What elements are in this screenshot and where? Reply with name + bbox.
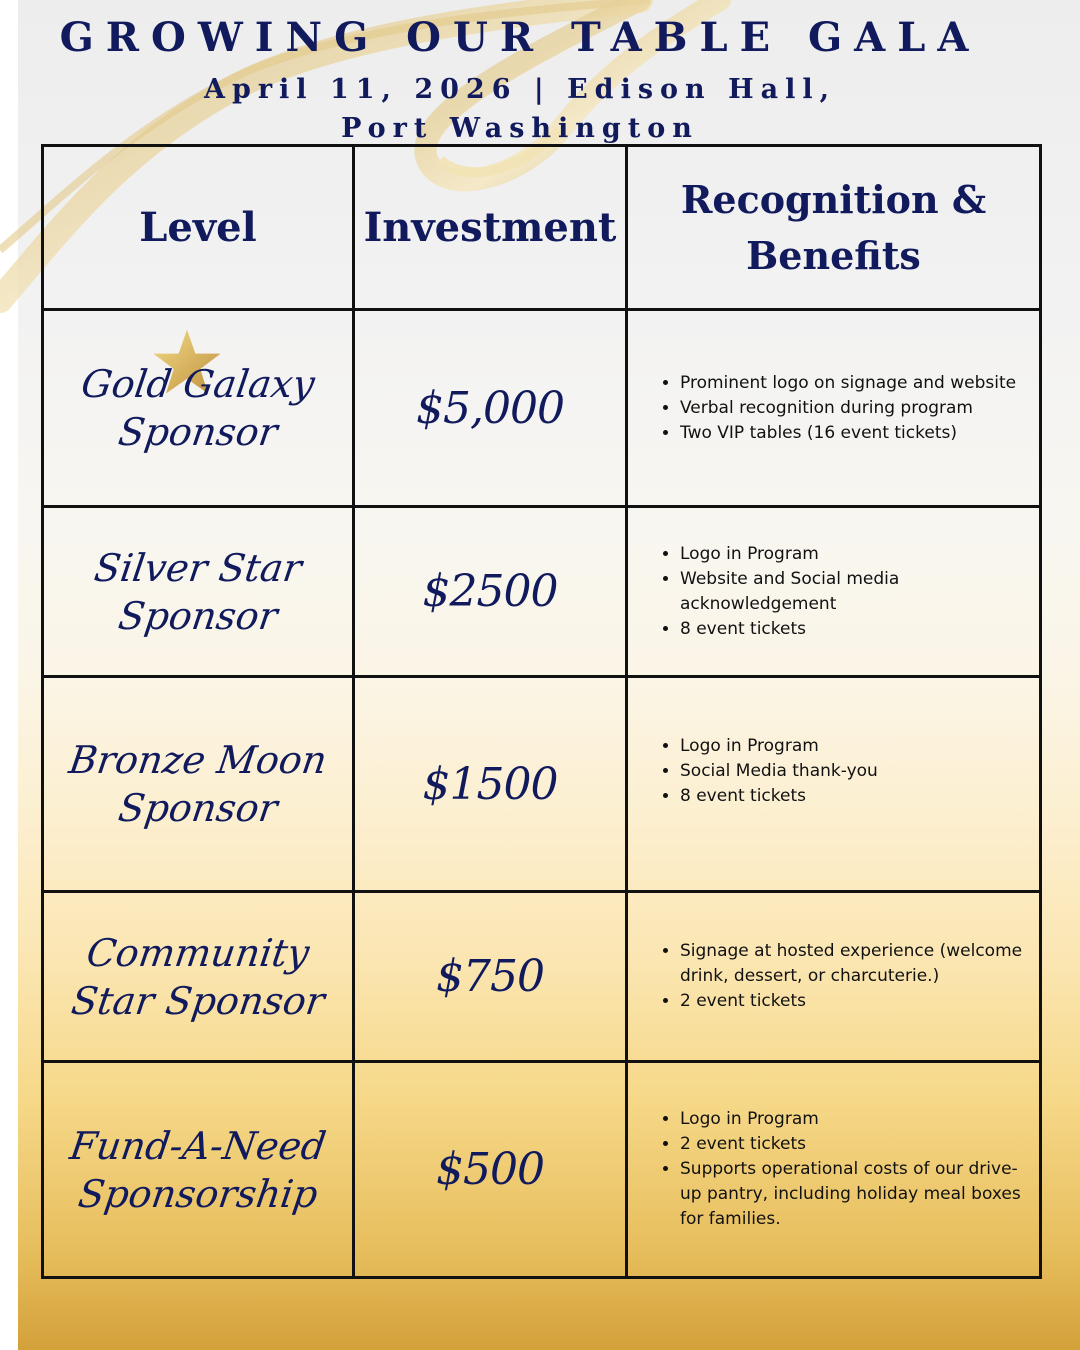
header-benefits-line-2: Benefits xyxy=(746,232,921,278)
level-name-line-2: Sponsor xyxy=(115,593,281,638)
level-name-line-1: Bronze Moon xyxy=(66,738,330,782)
event-title: GROWING OUR TABLE GALA xyxy=(59,14,981,61)
table-row xyxy=(43,1062,1041,1278)
investment-amount: $750 xyxy=(354,892,627,1062)
left-white-strip xyxy=(0,0,18,1350)
level-cell xyxy=(43,310,354,507)
level-name-line-1: Gold Galaxy xyxy=(78,362,318,406)
benefits-list xyxy=(628,939,1039,1014)
table-row xyxy=(43,677,1041,892)
benefit-item: • 2 event tickets xyxy=(680,989,1023,1014)
level-name-line-2: Star Sponsor xyxy=(68,978,328,1023)
level-cell xyxy=(43,892,354,1062)
table-row xyxy=(43,310,1041,507)
benefit-item: • Logo in Program xyxy=(680,734,1023,759)
investment-amount: $2500 xyxy=(354,507,627,677)
investment-amount: $5,000 xyxy=(354,310,627,507)
benefit-item: • Supports operational costs of our drive-up pantry, including holiday meal boxes for families. xyxy=(680,1157,1023,1232)
benefits-cell xyxy=(627,892,1041,1062)
investment-amount: $1500 xyxy=(354,677,627,892)
sponsorship-table xyxy=(41,144,1042,1279)
benefit-item: • Signage at hosted experience (welcome drink, dessert, or charcuterie.) xyxy=(680,939,1023,989)
level-cell xyxy=(43,1062,354,1278)
table-header-row xyxy=(43,146,1041,310)
benefits-list xyxy=(628,734,1039,809)
benefits-cell xyxy=(627,507,1041,677)
level-name-line-2: Sponsorship xyxy=(75,1171,321,1216)
investment-amount: $500 xyxy=(354,1062,627,1278)
level-name-line-2: Sponsor xyxy=(115,410,281,454)
level-cell xyxy=(43,677,354,892)
benefit-item: • 8 event tickets xyxy=(680,617,1023,642)
benefit-item: • Verbal recognition during program xyxy=(680,396,1023,421)
benefit-item: • Logo in Program xyxy=(680,542,1023,567)
header-level: Level xyxy=(43,146,354,310)
benefits-cell xyxy=(627,677,1041,892)
level-name-line-1: Community xyxy=(83,930,313,975)
table-row xyxy=(43,507,1041,677)
benefit-item: • 2 event tickets xyxy=(680,1132,1023,1157)
header-benefits-line-1: Recognition & xyxy=(680,176,987,222)
benefit-item: • Logo in Program xyxy=(680,1107,1023,1132)
event-date-venue xyxy=(0,70,1040,148)
subtitle-line-1: April 11, 2026 | Edison Hall, xyxy=(204,74,836,105)
benefit-item: • Two VIP tables (16 event tickets) xyxy=(680,421,1023,446)
benefit-item: • 8 event tickets xyxy=(680,784,1023,809)
benefits-list xyxy=(628,1107,1039,1232)
benefits-list xyxy=(628,371,1039,446)
benefit-item: • Social Media thank-you xyxy=(680,759,1023,784)
benefit-item: • Prominent logo on signage and website xyxy=(680,371,1023,396)
benefits-cell xyxy=(627,310,1041,507)
level-name-line-2: Sponsor xyxy=(115,786,281,830)
benefits-cell xyxy=(627,1062,1041,1278)
subtitle-line-2: Port Washington xyxy=(341,113,699,144)
benefits-list xyxy=(628,542,1039,642)
table-row xyxy=(43,892,1041,1062)
level-name-line-1: Silver Star xyxy=(91,545,305,590)
header-investment: Investment xyxy=(354,146,627,310)
level-name-line-1: Fund-A-Need xyxy=(67,1123,329,1168)
header-benefits xyxy=(627,146,1041,310)
level-cell xyxy=(43,507,354,677)
benefit-item: • Website and Social media acknowledgement xyxy=(680,567,1023,617)
